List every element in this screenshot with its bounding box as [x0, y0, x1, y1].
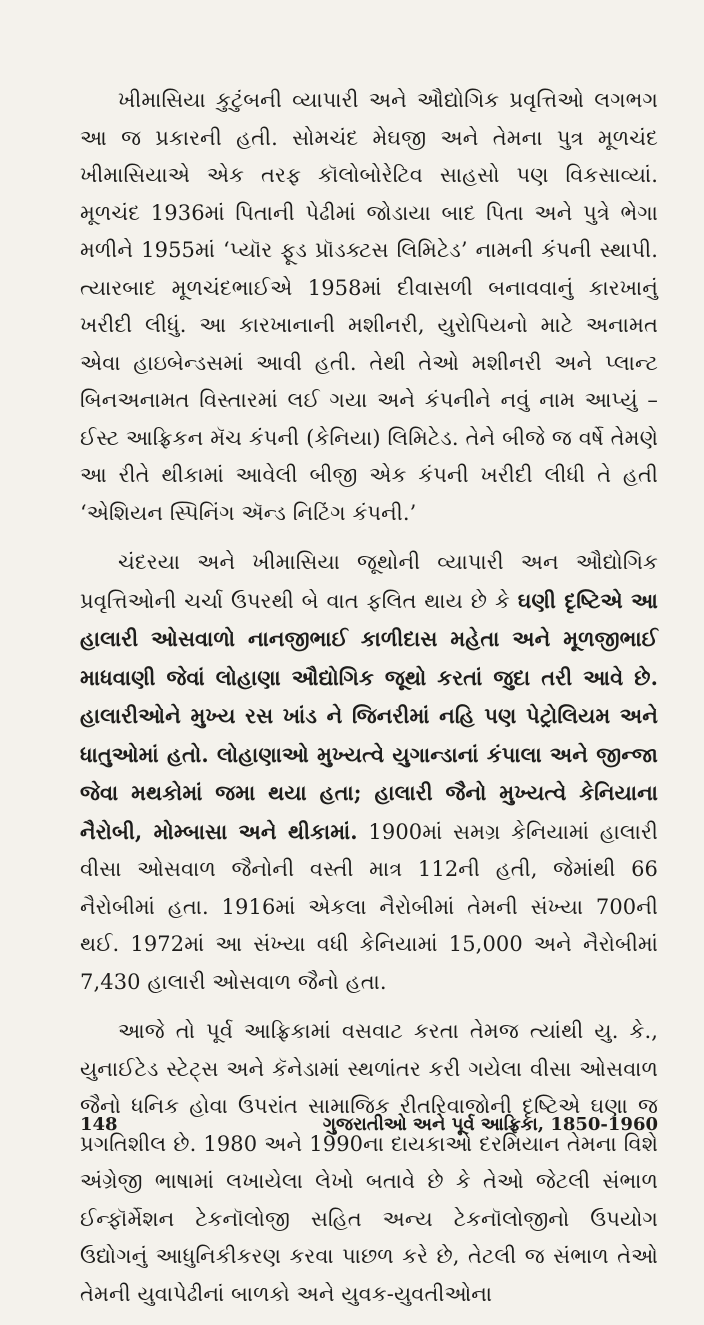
page-number: 148 [80, 1114, 118, 1135]
paragraph-2-text-intro: ચંદરયા અને ખીમાસિયા જૂથોની વ્યાપારી અન ઔદ્યોગિક પ્રવૃત્તિઓની ચર્ચા ઉપરથી બે વાત ફલિત થાય છે કે [80, 550, 658, 613]
paragraph-3-text: આજે તો પૂર્વ આફ્રિકામાં વસવાટ કરતા તેમજ ત્યાંથી યુ. કે., યુનાઈટેડ સ્ટેટ્સ અને કૅનેડામાં સ્થળાંતર કરી ગયેલા વીસા ઓસવાળ જૈનો ધનિક હોવા ઉપરાંત સામાજિક રીતરિવાજોની દૃષ્ટિએ ઘણા જ પ્રગતિશીલ છે. 1980 અને 1990ના દાયકાઓ દરમિયાન તેમના વિશે અંગ્રેજી ભાષામાં લખાયેલા લેખો બતાવે છે કે તેઓ જેટલી સંભાળ ઈન્ફૉર્મેશન ટેકનૉલોજી સહિત અન્ય ટેકનૉલોજીનો ઉપયોગ ઉદ્યોગનું આધુનિકીકરણ કરવા પાછળ કરે છે, તેટલી જ સંભાળ તેઓ તેમની યુવાપેઢીનાં બાળકો અને યુવક-યુવતીઓના [80, 1019, 658, 1306]
paragraph-2-text-bold: ઘણી દૃષ્ટિએ આ હાલારી ઓસવાળો નાનજીભાઈ કાળીદાસ મહેતા અને મૂળજીભાઈ માધવાણી જેવાં લોહાણા ઔદ્યોગિક જૂથો કરતાં જુદા તરી આવે છે. હાલારીઓને મુખ્ય રસ ખાંડ ને જિનરીમાં નહિ પણ પેટ્રોલિયમ અને ધાતુઓમાં હતો. લોહાણાઓ મુખ્યત્વે યુગાન્ડાનાં કંપાલા અને જીન્જા જેવા મથકોમાં જમા થયા હતા; હાલારી જૈનો મુખ્યત્વે કેનિયાના નૈરોબી, મોમ્બાસા અને થીકામાં. [80, 587, 658, 844]
paragraph-1 [80, 82, 658, 532]
running-title: ગુજરાતીઓ અને પૂર્વ આફ્રિકા, 1850-1960 [322, 1114, 658, 1135]
paragraph-1-text: ખીમાસિયા કુટુંબની વ્યાપારી અને ઔદ્યોગિક પ્રવૃત્તિઓ લગભગ આ જ પ્રકારની હતી. સોમચંદ મેઘજી અને તેમના પુત્ર મૂળચંદ ખીમાસિયાએ એક તરફ કૉલોબોરેટિવ સાહસો પણ વિકસાવ્યાં. મૂળચંદ 1936માં પિતાની પેઢીમાં જોડાયા બાદ પિતા અને પુત્રે ભેગા મળીને 1955માં ‘પ્યૉર ફૂડ પ્રૉડક્ટસ લિમિટેડ’ નામની કંપની સ્થાપી. ત્યારબાદ મૂળચંદભાઈએ 1958માં દીવાસળી બનાવવાનું કારખાનું ખરીદી લીધું. આ કારખાનાની મશીનરી, યુરોપિયનો માટે અનામત એવા હાઇબેન્ડસમાં આવી હતી. તેથી તેઓ મશીનરી અને પ્લાન્ટ બિનઅનામત વિસ્તારમાં લઈ ગયા અને કંપનીને નવું નામ આપ્યું – ઈસ્ટ આફ્રિકન મૅચ કંપની (કેનિયા) લિમિટેડ. તેને બીજે જ વર્ષે તેમણે આ રીતે થીકામાં આવેલી બીજી એક કંપની ખરીદી લીધી તે હતી ‘એશિયન સ્પિનિંગ ઍન્ડ નિટિંગ કંપની.’ [80, 88, 658, 525]
paragraph-2 [80, 544, 658, 1001]
paragraph-2-text-rest: 1900માં સમગ્ર કેનિયામાં હાલારી વીસા ઓસવાળ જૈનોની વસ્તી માત્ર 112ની હતી, જેમાંથી 66 નૈરોબીમાં હતા. 1916માં એકલા નૈરોબીમાં તેમની સંખ્યા 700ની થઈ. 1972માં આ સંખ્યા વધી કેનિયામાં 15,000 અને નૈરોબીમાં 7,430 હાલારી ઓસવાળ જૈનો હતા. [80, 819, 658, 994]
page-footer [80, 1114, 658, 1144]
paragraph-3 [80, 1013, 658, 1313]
